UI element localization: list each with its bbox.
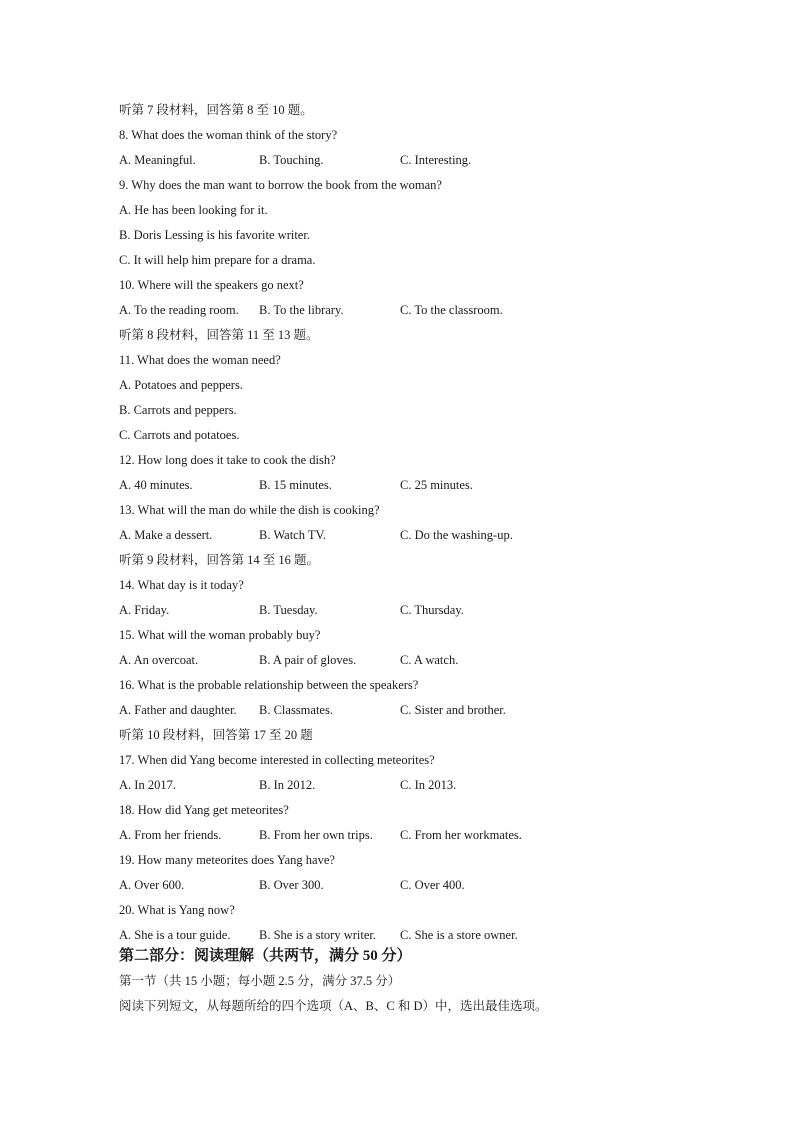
option-a: A. Over 600. [119,878,185,892]
option-c: C. Carrots and potatoes. [119,428,240,442]
option-c: C. Over 400. [400,878,465,892]
option-c: C. Sister and brother. [400,703,506,717]
option-a: A. Potatoes and peppers. [119,378,243,392]
options-row [119,648,719,673]
question-text: 16. What is the probable relationship between the speakers? [119,678,419,692]
options-row [119,873,719,898]
option-b: B. Touching. [259,153,324,167]
option-a: A. She is a tour guide. [119,928,231,942]
question-text: 19. How many meteorites does Yang have? [119,853,335,867]
option-c: C. Interesting. [400,153,472,167]
part2-title: 第二部分：阅读理解（共两节，满分 50 分） [119,948,412,964]
part2-instruction: 阅读下列短文，从每题所给的四个选项（A、B、C 和 D）中，选出最佳选项。 [119,999,548,1013]
option-a: A. Friday. [119,603,170,617]
question-text: 17. When did Yang become interested in collecting meteorites? [119,753,435,767]
option-a: A. 40 minutes. [119,478,193,492]
question-text: 15. What will the woman probably buy? [119,628,321,642]
reading-part [119,944,719,1019]
option-c: C. From her workmates. [400,828,522,842]
option-c: C. 25 minutes. [400,478,473,492]
question-text: 11. What does the woman need? [119,353,281,367]
option-b: B. Tuesday. [259,603,318,617]
option-c: C. Do the washing-up. [400,528,513,542]
question-text: 8. What does the woman think of the story? [119,128,338,142]
options-row [119,523,719,548]
options-row [119,698,719,723]
option-b: B. Watch TV. [259,528,327,542]
option-a: A. Father and daughter. [119,703,237,717]
section-header: 听第 7 段材料，回答第 8 至 10 题。 [119,103,313,117]
question-text: 13. What will the man do while the dish is cooking? [119,503,380,517]
option-b: B. Classmates. [259,703,333,717]
option-b: B. In 2012. [259,778,316,792]
section-header: 听第 10 段材料，回答第 17 至 20 题 [119,728,313,742]
section-header: 听第 9 段材料，回答第 14 至 16 题。 [119,553,320,567]
options-row [119,598,719,623]
question-text: 9. Why does the man want to borrow the book from the woman? [119,178,442,192]
option-c: C. She is a store owner. [400,928,518,942]
option-c: C. In 2013. [400,778,457,792]
section-header: 听第 8 段材料，回答第 11 至 13 题。 [119,328,319,342]
option-b: B. Over 300. [259,878,324,892]
options-row [119,148,719,173]
option-b: B. From her own trips. [259,828,373,842]
option-b: B. A pair of gloves. [259,653,357,667]
options-row [119,473,719,498]
question-text: 20. What is Yang now? [119,903,235,917]
option-a: A. From her friends. [119,828,222,842]
option-a: A. In 2017. [119,778,176,792]
options-row [119,773,719,798]
option-b: B. She is a story writer. [259,928,377,942]
option-b: B. 15 minutes. [259,478,332,492]
option-a: A. He has been looking for it. [119,203,268,217]
option-b: B. To the library. [259,303,344,317]
option-a: A. Make a dessert. [119,528,213,542]
option-a: A. Meaningful. [119,153,196,167]
question-text: 10. Where will the speakers go next? [119,278,304,292]
options-row [119,823,719,848]
option-c: C. Thursday. [400,603,464,617]
options-row [119,298,719,323]
option-b: B. Carrots and peppers. [119,403,237,417]
part2-subtitle: 第一节（共 15 小题；每小题 2.5 分，满分 37.5 分） [119,974,401,988]
listening-section [119,98,719,948]
option-c: C. It will help him prepare for a drama. [119,253,316,267]
option-a: A. To the reading room. [119,303,239,317]
question-text: 18. How did Yang get meteorites? [119,803,289,817]
question-text: 14. What day is it today? [119,578,244,592]
option-c: C. To the classroom. [400,303,503,317]
option-c: C. A watch. [400,653,459,667]
option-b: B. Doris Lessing is his favorite writer. [119,228,310,242]
option-a: A. An overcoat. [119,653,199,667]
question-text: 12. How long does it take to cook the dish? [119,453,336,467]
